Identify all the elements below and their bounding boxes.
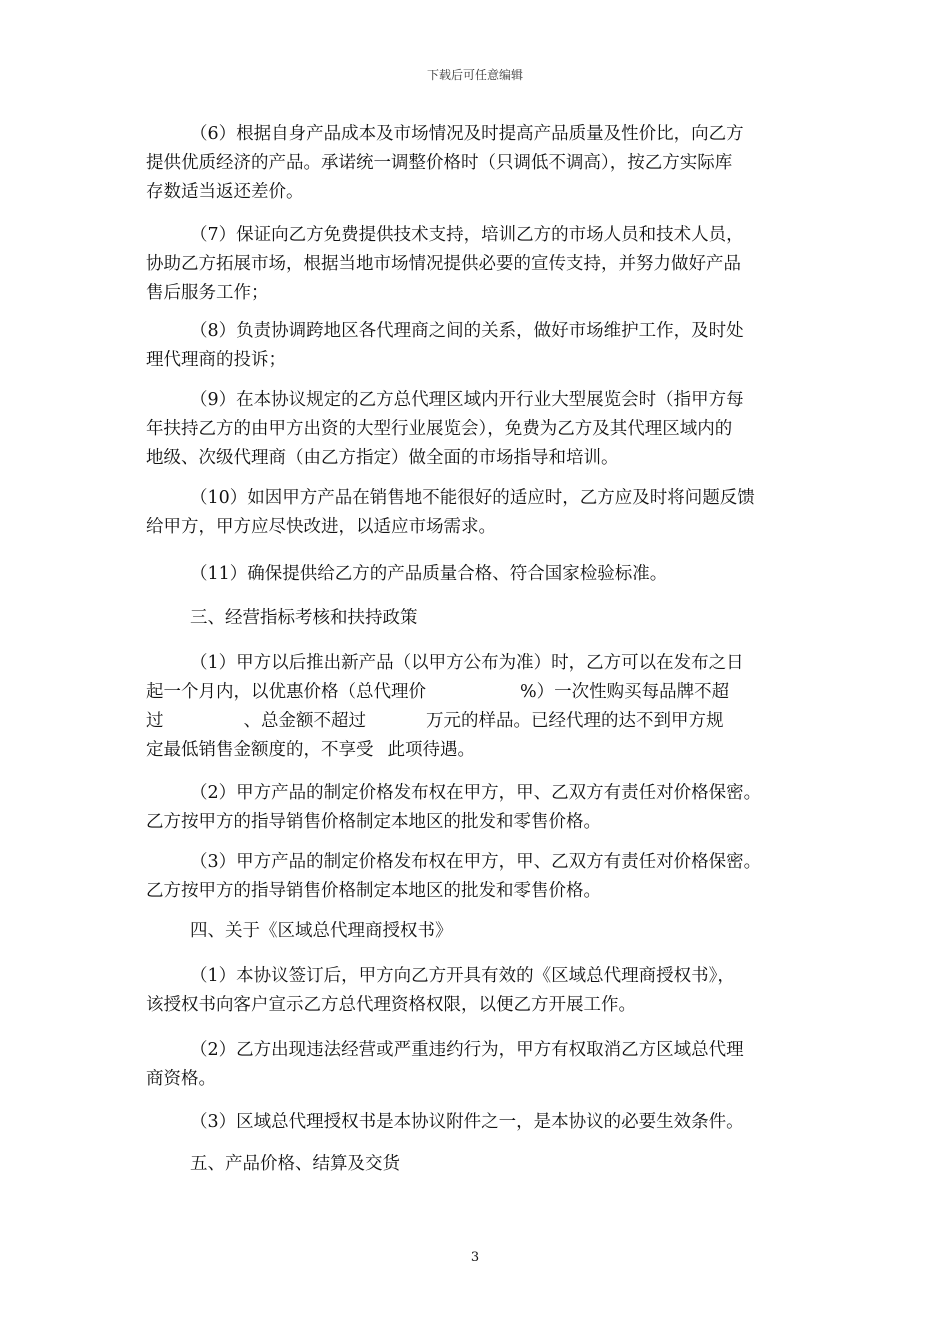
text-fragment: 过 bbox=[146, 711, 164, 731]
paragraph-10 bbox=[146, 484, 806, 542]
text-line: （2）乙方出现违法经营或严重违约行为，甲方有权取消乙方区域总代理 bbox=[190, 1040, 744, 1060]
paragraph-4-2 bbox=[146, 1036, 806, 1094]
section-heading: 四、关于《区域总代理商授权书》 bbox=[190, 921, 453, 941]
paragraph-4-1 bbox=[146, 962, 806, 1020]
text-line: （8）负责协调跨地区各代理商之间的关系，做好市场维护工作，及时处 bbox=[190, 321, 744, 341]
text-fragment: 定最低销售金额度的，不享受 bbox=[146, 740, 374, 760]
paragraph-7 bbox=[146, 221, 806, 308]
text-line: 乙方按甲方的指导销售价格制定本地区的批发和零售价格。 bbox=[146, 881, 601, 901]
text-line: 存数适当返还差价。 bbox=[146, 182, 304, 202]
paragraph-9 bbox=[146, 386, 806, 473]
text-line: 给甲方，甲方应尽快改进，以适应市场需求。 bbox=[146, 517, 496, 537]
paragraph-3-3 bbox=[146, 848, 806, 906]
text-fragment: 万元的样品。已经代理的达不到甲方规 bbox=[426, 711, 724, 731]
text-line: （3）区域总代理授权书是本协议附件之一，是本协议的必要生效条件。 bbox=[190, 1112, 744, 1132]
paragraph-6 bbox=[146, 120, 806, 207]
text-line: （1）本协议签订后，甲方向乙方开具有效的《区域总代理商授权书》， bbox=[190, 966, 735, 986]
text-line: 年扶持乙方的由甲方出资的大型行业展览会），免费为乙方及其代理区域内的 bbox=[146, 419, 733, 439]
text-fragment: %）一次性购买每品牌不超 bbox=[520, 682, 730, 702]
page-number: 3 bbox=[470, 1250, 480, 1265]
text-line bbox=[146, 736, 806, 765]
paragraph-4-3 bbox=[146, 1108, 806, 1137]
paragraph-3-1 bbox=[146, 649, 806, 765]
section-heading: 五、产品价格、结算及交货 bbox=[190, 1154, 400, 1174]
text-line: 地级、次级代理商（由乙方指定）做全面的市场指导和培训。 bbox=[146, 448, 619, 468]
text-line: 提供优质经济的产品。承诺统一调整价格时（只调低不调高），按乙方实际库 bbox=[146, 153, 733, 173]
paragraph-3-2 bbox=[146, 779, 806, 837]
section-heading-5 bbox=[146, 1150, 806, 1179]
text-line: 理代理商的投诉； bbox=[146, 350, 286, 370]
text-line: （11）确保提供给乙方的产品质量合格、符合国家检验标准。 bbox=[190, 564, 668, 584]
text-line: （9）在本协议规定的乙方总代理区域内开行业大型展览会时（指甲方每 bbox=[190, 390, 744, 410]
text-line: 乙方按甲方的指导销售价格制定本地区的批发和零售价格。 bbox=[146, 812, 601, 832]
text-line bbox=[146, 707, 806, 736]
section-heading-3 bbox=[146, 604, 806, 633]
text-fragment: 此项待遇。 bbox=[387, 740, 475, 760]
text-line: 协助乙方拓展市场，根据当地市场情况提供必要的宣传支持，并努力做好产品 bbox=[146, 254, 741, 274]
section-heading: 三、经营指标考核和扶持政策 bbox=[190, 608, 418, 628]
page-header: 下载后可任意编辑 bbox=[426, 68, 523, 82]
text-line: 售后服务工作； bbox=[146, 283, 269, 303]
text-line: （2）甲方产品的制定价格发布权在甲方，甲、乙双方有责任对价格保密。 bbox=[190, 783, 762, 803]
text-line: （3）甲方产品的制定价格发布权在甲方，甲、乙双方有责任对价格保密。 bbox=[190, 852, 762, 872]
section-heading-4 bbox=[146, 917, 806, 946]
paragraph-8 bbox=[146, 317, 806, 375]
text-line bbox=[146, 678, 806, 707]
paragraph-11 bbox=[146, 560, 806, 589]
text-line: 该授权书向客户宣示乙方总代理资格权限，以便乙方开展工作。 bbox=[146, 995, 636, 1015]
text-fragment: 起一个月内，以优惠价格（总代理价 bbox=[146, 682, 426, 702]
text-line: （1）甲方以后推出新产品（以甲方公布为准）时，乙方可以在发布之日 bbox=[190, 653, 744, 673]
text-line: （6）根据自身产品成本及市场情况及时提高产品质量及性价比，向乙方 bbox=[190, 124, 744, 144]
text-line: （7）保证向乙方免费提供技术支持，培训乙方的市场人员和技术人员， bbox=[190, 225, 744, 245]
text-line: 商资格。 bbox=[146, 1069, 216, 1089]
text-line: （10）如因甲方产品在销售地不能很好的适应时，乙方应及时将问题反馈 bbox=[190, 488, 755, 508]
text-fragment: 、总金额不超过 bbox=[243, 711, 366, 731]
